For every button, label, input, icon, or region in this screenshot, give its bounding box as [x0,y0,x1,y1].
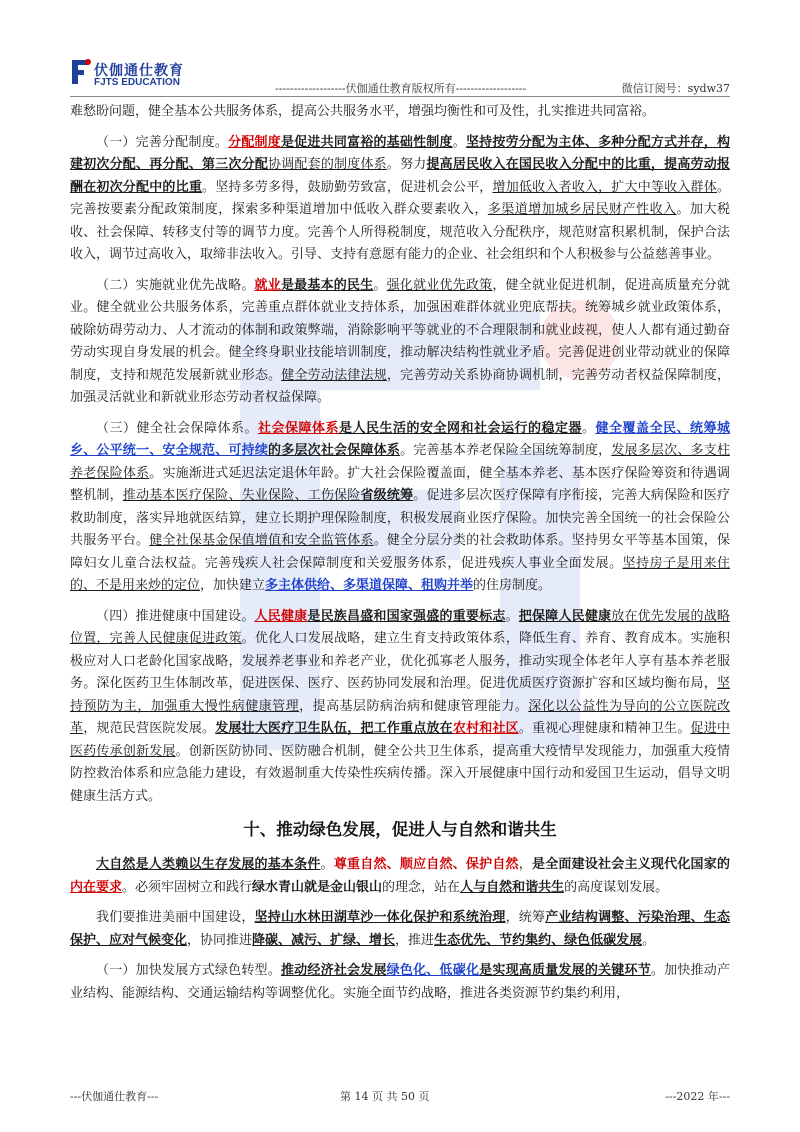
brand-logo [70,58,210,92]
text-run: 。努力 [386,157,427,172]
emphasis-run: 是全面建设社会主义现代化国家的 [532,857,730,872]
underlined-run: 增加低收入者收入，扩大中等收入群体 [492,179,717,195]
emphasis-run: 绿水青山就是金山银山 [252,879,383,895]
text-run: 的高度谋划发展。 [564,879,669,895]
emphasis-run: 坚持山水林田湖草沙一体化保护和系统治理 [254,910,506,925]
text-run: （四）推进健康中国建设。 [96,608,255,624]
keyword-highlight: 分配制度 [228,134,281,150]
logo-chinese-text: 伏伽通仕教育 [94,63,184,79]
text-run: （一）加快发展方式绿色转型。 [96,963,281,978]
underlined-run: 协调配套的制度体系 [268,157,387,172]
text-run: ，协同推进 [187,932,253,948]
underlined-run: 推动基本医疗保险、失业保险、工伤保险 [122,488,361,503]
emphasis-run: 坚持按劳分配为主体、多种分配方式并存，构建初次分配、再分配、第三次分配 [70,134,730,172]
fjts-logo-icon [70,58,92,88]
keyword-highlight: 人民健康 [254,608,308,624]
text-run: 。重视心理健康和精神卫生。 [518,721,691,736]
text-run: （一）完善分配制度。 [96,134,229,150]
text-run: 的住房制度。 [473,578,552,593]
header-divider [70,96,730,97]
emphasis-run: 把保障人民健康 [518,608,612,624]
keyword-highlight: 社会保障体系 [257,420,339,436]
text-run: 。加快推动产业结构、能源结构、交通运输结构等调整优化。实施全面节约战略，推进各类资源节约集约利用， [70,963,730,1001]
underlined-run: 完善人民健康促进政策 [109,631,242,646]
emphasis-run: 是民族昌盛和国家强盛的重要标志 [307,608,506,624]
emphasis-run: 产业结构调整、污染治理、生态保护、应对气候变化 [70,910,730,948]
text-run: ，加快建立 [200,578,266,593]
text-run: 。创新医防协同、医防融合机制，健全公共卫生体系，提高重大疫情早发现能力，加强重大疫情防控救治体系和应急能力建设，有效遏制重大传染性疾病传播。深入开展健康中国行动和爱国卫生运动，倡导文明健康生活方式。 [70,743,730,804]
footer-brand: ---伏伽通仕教育--- [70,1090,159,1103]
text-run: 。促进多层次医疗保障有序衔接，完善大病保险和医疗救助制度，落实异地就医结算，建立长期护理保险制度，积极发展商业医疗保险。加快完善全国统一的社会保险公共服务平台。 [70,488,730,548]
text-run: 。完善按要素分配政策制度，探索多种渠道增加中低收入群众要素收入， [70,179,730,217]
emphasis-run: 发展壮大医疗卫生队伍，把工作重点放在 [215,721,453,736]
text-run: 。健全分层分类的社会救助体系。坚持男女平等基本国策，保障妇女儿童合法权益。完善残疾人社会保障制度和关爱服务体系，促进残疾人事业全面发展。 [70,533,730,571]
text-run: 。优化人口发展战略，建立生育支持政策体系，降低生育、养育、教育成本。实施积极应对人口老龄化国家战略，发展养老事业和养老产业，优化孤寡老人服务，推动实现全体老年人享有基本养老服务。深化医药卫生体制改革，促进医保、医疗、医药协同发展和治理。促进优质医疗资源扩容和区域均衡布局， [70,631,730,691]
blue-highlight: 多主体供给、多渠道保障、租购并举 [265,578,474,593]
keyword-highlight: 就业 [254,277,281,293]
footer-year: ---2022 年--- [665,1090,730,1103]
text-run: 。加大税收、社会保障、转移支付等的调节力度。完善个人所得税制度，规范收入分配秩序，规范财富积累机制，保护合法收入，调节过高收入，取缔非法收入。引导、支持有意愿有能力的企业、社会组织和个人积极参与公益慈善事业。 [70,202,730,262]
text-run: （二）实施就业优先战略。 [96,277,255,293]
emphasis-run: 省级统筹 [360,488,414,503]
text-run: 。 [581,420,596,436]
paragraph-healthy-china [70,606,730,809]
text-run: 。 [505,608,519,624]
paragraph-continued [70,101,730,124]
text-run: 我们要推进美丽中国建设， [96,910,255,925]
text-run: 。坚持多劳多得，鼓励勤劳致富，促进机会公平， [202,179,493,195]
text-run: ，规范民营医院发展。 [83,721,216,736]
emphasis-run: 是人民生活的安全网和社会运行的稳定器 [338,420,582,436]
blue-highlight: 绿色化、低碳化 [386,963,480,978]
page-number: 第 14 页 共 50 页 [340,1090,430,1103]
paragraph-employment [70,275,730,410]
text-run: 。 [320,857,334,872]
keyword-highlight: 农村和社区 [452,721,519,736]
text-run: 。完善基本养老保险全国统筹制度， [400,443,612,458]
text-run: ，健全就业促进机制，促进高质量充分就业。健全就业公共服务体系，完善重点群体就业支持体系，加强困难群体就业兜底帮扶。统筹城乡就业政策体系，破除妨碍劳动力、人才流动的体制和政策弊端，消除影响平等就业的不合理限制和就业歧视，使人人都有通过勤奋劳动实现自身发展的机会。健全终身职业技能培训制度，推动解决结构性就业矛盾。完善促进创业带动就业的保障制度，支持和规范发展新就业形态。 [70,277,730,383]
copyright-line: -------------------伏伽通仕教育版权所有------------------- [275,82,527,95]
paragraph-green-transition [70,960,730,1005]
paragraph-income-distribution [70,132,730,267]
text-run: 的理念，站在 [382,879,461,895]
text-run: 。实施渐进式延迟法定退休年龄。扩大社会保险覆盖面，健全基本养老、基本医疗保险筹资和待遇调整机制， [70,465,730,503]
paragraph-nature [70,854,730,899]
wechat-subscription-id: 微信订阅号：sydw37 [621,82,730,95]
underlined-run: 深化以公益性为导向的公立医院改革 [70,698,730,736]
keyword-highlight: 尊重自然、顺应自然、保护自然 [333,857,519,872]
text-run: 。 [373,277,387,293]
emphasis-run: 是实现高质量发展的关键环节 [479,963,651,978]
emphasis-run: 降碳、减污、扩绿、增长 [252,932,396,948]
text-run: ，完善劳动关系协商协调机制，完善劳动者权益保障制度，加强灵活就业和新就业形态劳动者权益保障。 [70,367,730,405]
emphasis-run: 生态优先、节约集约、绿色低碳发展 [434,932,643,948]
text-run: 。 [452,134,466,150]
underlined-run: 多渠道增加城乡居民财产性收入 [487,202,677,217]
text-run: 。 [642,932,656,948]
text-run: ，提高基层防病治病和健康管理能力。 [299,698,529,714]
text-run: ， [518,857,532,872]
text-run: 。必须牢固树立和践行 [122,879,253,895]
section-heading: 十、推动绿色发展，促进人与自然和谐共生 [243,820,557,839]
emphasis-run: 是促进共同富裕的基础性制度 [280,134,453,150]
page-footer [70,1088,730,1108]
underlined-run: 健全社保基金保值增值和安全监管体系 [149,533,374,548]
keyword-highlight: 内在要求 [70,879,123,895]
text-run: ，推进 [395,932,435,948]
underlined-run: 坚持房子是用来住的、不是用来炒的定位 [70,555,730,593]
underlined-run: 强化就业优先政策 [386,277,493,293]
blue-highlight: 健全覆盖全民、统筹城乡、公平统一、安全规范、可持续 [70,420,730,458]
main-content [70,101,730,1013]
underlined-run: 发展多层次、多支柱养老保险体系 [70,443,730,481]
text-run: 难愁盼问题，健全基本公共服务体系，提高公共服务水平，增强均衡性和可及性，扎实推进共同富裕。 [70,104,656,119]
underlined-run: 放在优先发展的战略位置， [70,608,730,646]
emphasis-run: 的多层次社会保障体系 [268,443,401,458]
paragraph-beautiful-china [70,907,730,952]
emphasis-run: 是最基本的民生 [280,277,374,293]
emphasis-run: 推动经济社会发展 [280,963,387,978]
underlined-run: 坚持预防为主，加强重大慢性病健康管理 [70,676,730,714]
emphasis-run: 人与自然和谐共生 [460,879,565,895]
logo-english-text: FJTS EDUCATION [94,77,180,88]
emphasis-run: 提高居民收入在国民收入分配中的比重，提高劳动报酬在初次分配中的比重 [70,157,730,195]
text-run: （三）健全社会保障体系。 [96,420,258,436]
text-run: ，统筹 [505,910,546,925]
paragraph-social-security [70,418,730,598]
page-header [70,58,730,98]
underlined-run: 健全劳动法律法规 [281,367,387,383]
underlined-run: 促进中医药传承创新发展 [70,721,730,759]
emphasis-run: 大自然是人类赖以生存发展的基本条件 [96,857,321,872]
